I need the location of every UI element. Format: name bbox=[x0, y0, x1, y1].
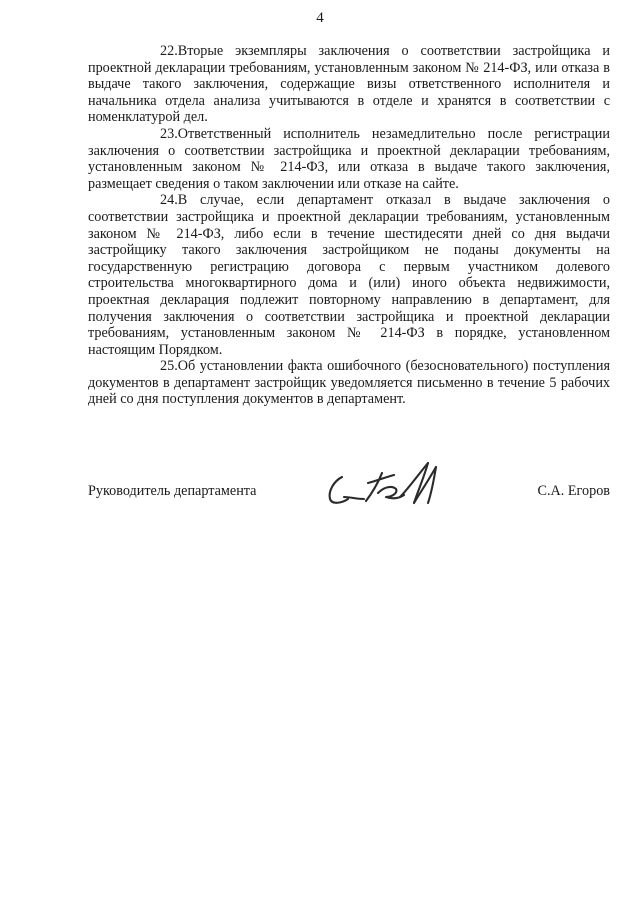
paragraph-text: Вторые экземпляры заключения о соответствии застройщика и проектной декларации требованиям, установленным законом № 214-ФЗ, или отказа в выдаче такого заключения, содержащие визы ответственного исполнителя и начальника отдела анализа учитываются в отделе и хранятся в соответствии с номенклатурой дел. bbox=[88, 43, 610, 126]
paragraph-23 bbox=[88, 126, 610, 192]
paragraph-number: 25. bbox=[160, 358, 178, 375]
paragraph-text: Об установлении факта ошибочного (безосновательного) поступления документов в департамент застройщик уведомляется письменно в течение 5 рабочих дней со дня поступления документов в департамент. bbox=[88, 358, 610, 408]
signature-block bbox=[88, 473, 610, 513]
paragraph-text: В случае, если департамент отказал в выдаче заключения о соответствии застройщика и проектной декларации требованиям, установленным законом № 214-ФЗ, либо если в течение шестидесяти дней со дня выдачи застройщику такого заключения застройщиком не поданы документы на государственную регистрацию договора с первым участником долевого строительства многоквартирного дома и (или) иного объекта недвижимости, проектная декларация подлежит повторному направлению в департамент, для получения заключения о соответствии застройщика и проектной декларации требованиям, установленным законом № 214-ФЗ в порядке, установленном настоящим Порядком. bbox=[88, 192, 610, 358]
paragraph-24 bbox=[88, 192, 610, 358]
paragraph-22 bbox=[88, 43, 610, 126]
paragraph-number: 24. bbox=[160, 192, 178, 209]
signatory-name: С.А. Егоров bbox=[537, 483, 610, 499]
handwritten-signature bbox=[320, 453, 460, 509]
paragraph-number: 22. bbox=[160, 43, 178, 59]
paragraph-25 bbox=[88, 358, 610, 408]
signatory-title: Руководитель департамента bbox=[88, 483, 257, 499]
body-text bbox=[88, 43, 610, 408]
paragraph-number: 23. bbox=[160, 125, 178, 142]
page-number: 4 bbox=[316, 10, 324, 26]
paragraph-text: Ответственный исполнитель незамедлительно после регистрации заключения о соответствии застройщика и проектной декларации требованиям, установленным законом № 214-ФЗ, или отказа в выдаче такого заключения, размещает сведения о таком заключении или отказе на сайте. bbox=[88, 125, 610, 192]
